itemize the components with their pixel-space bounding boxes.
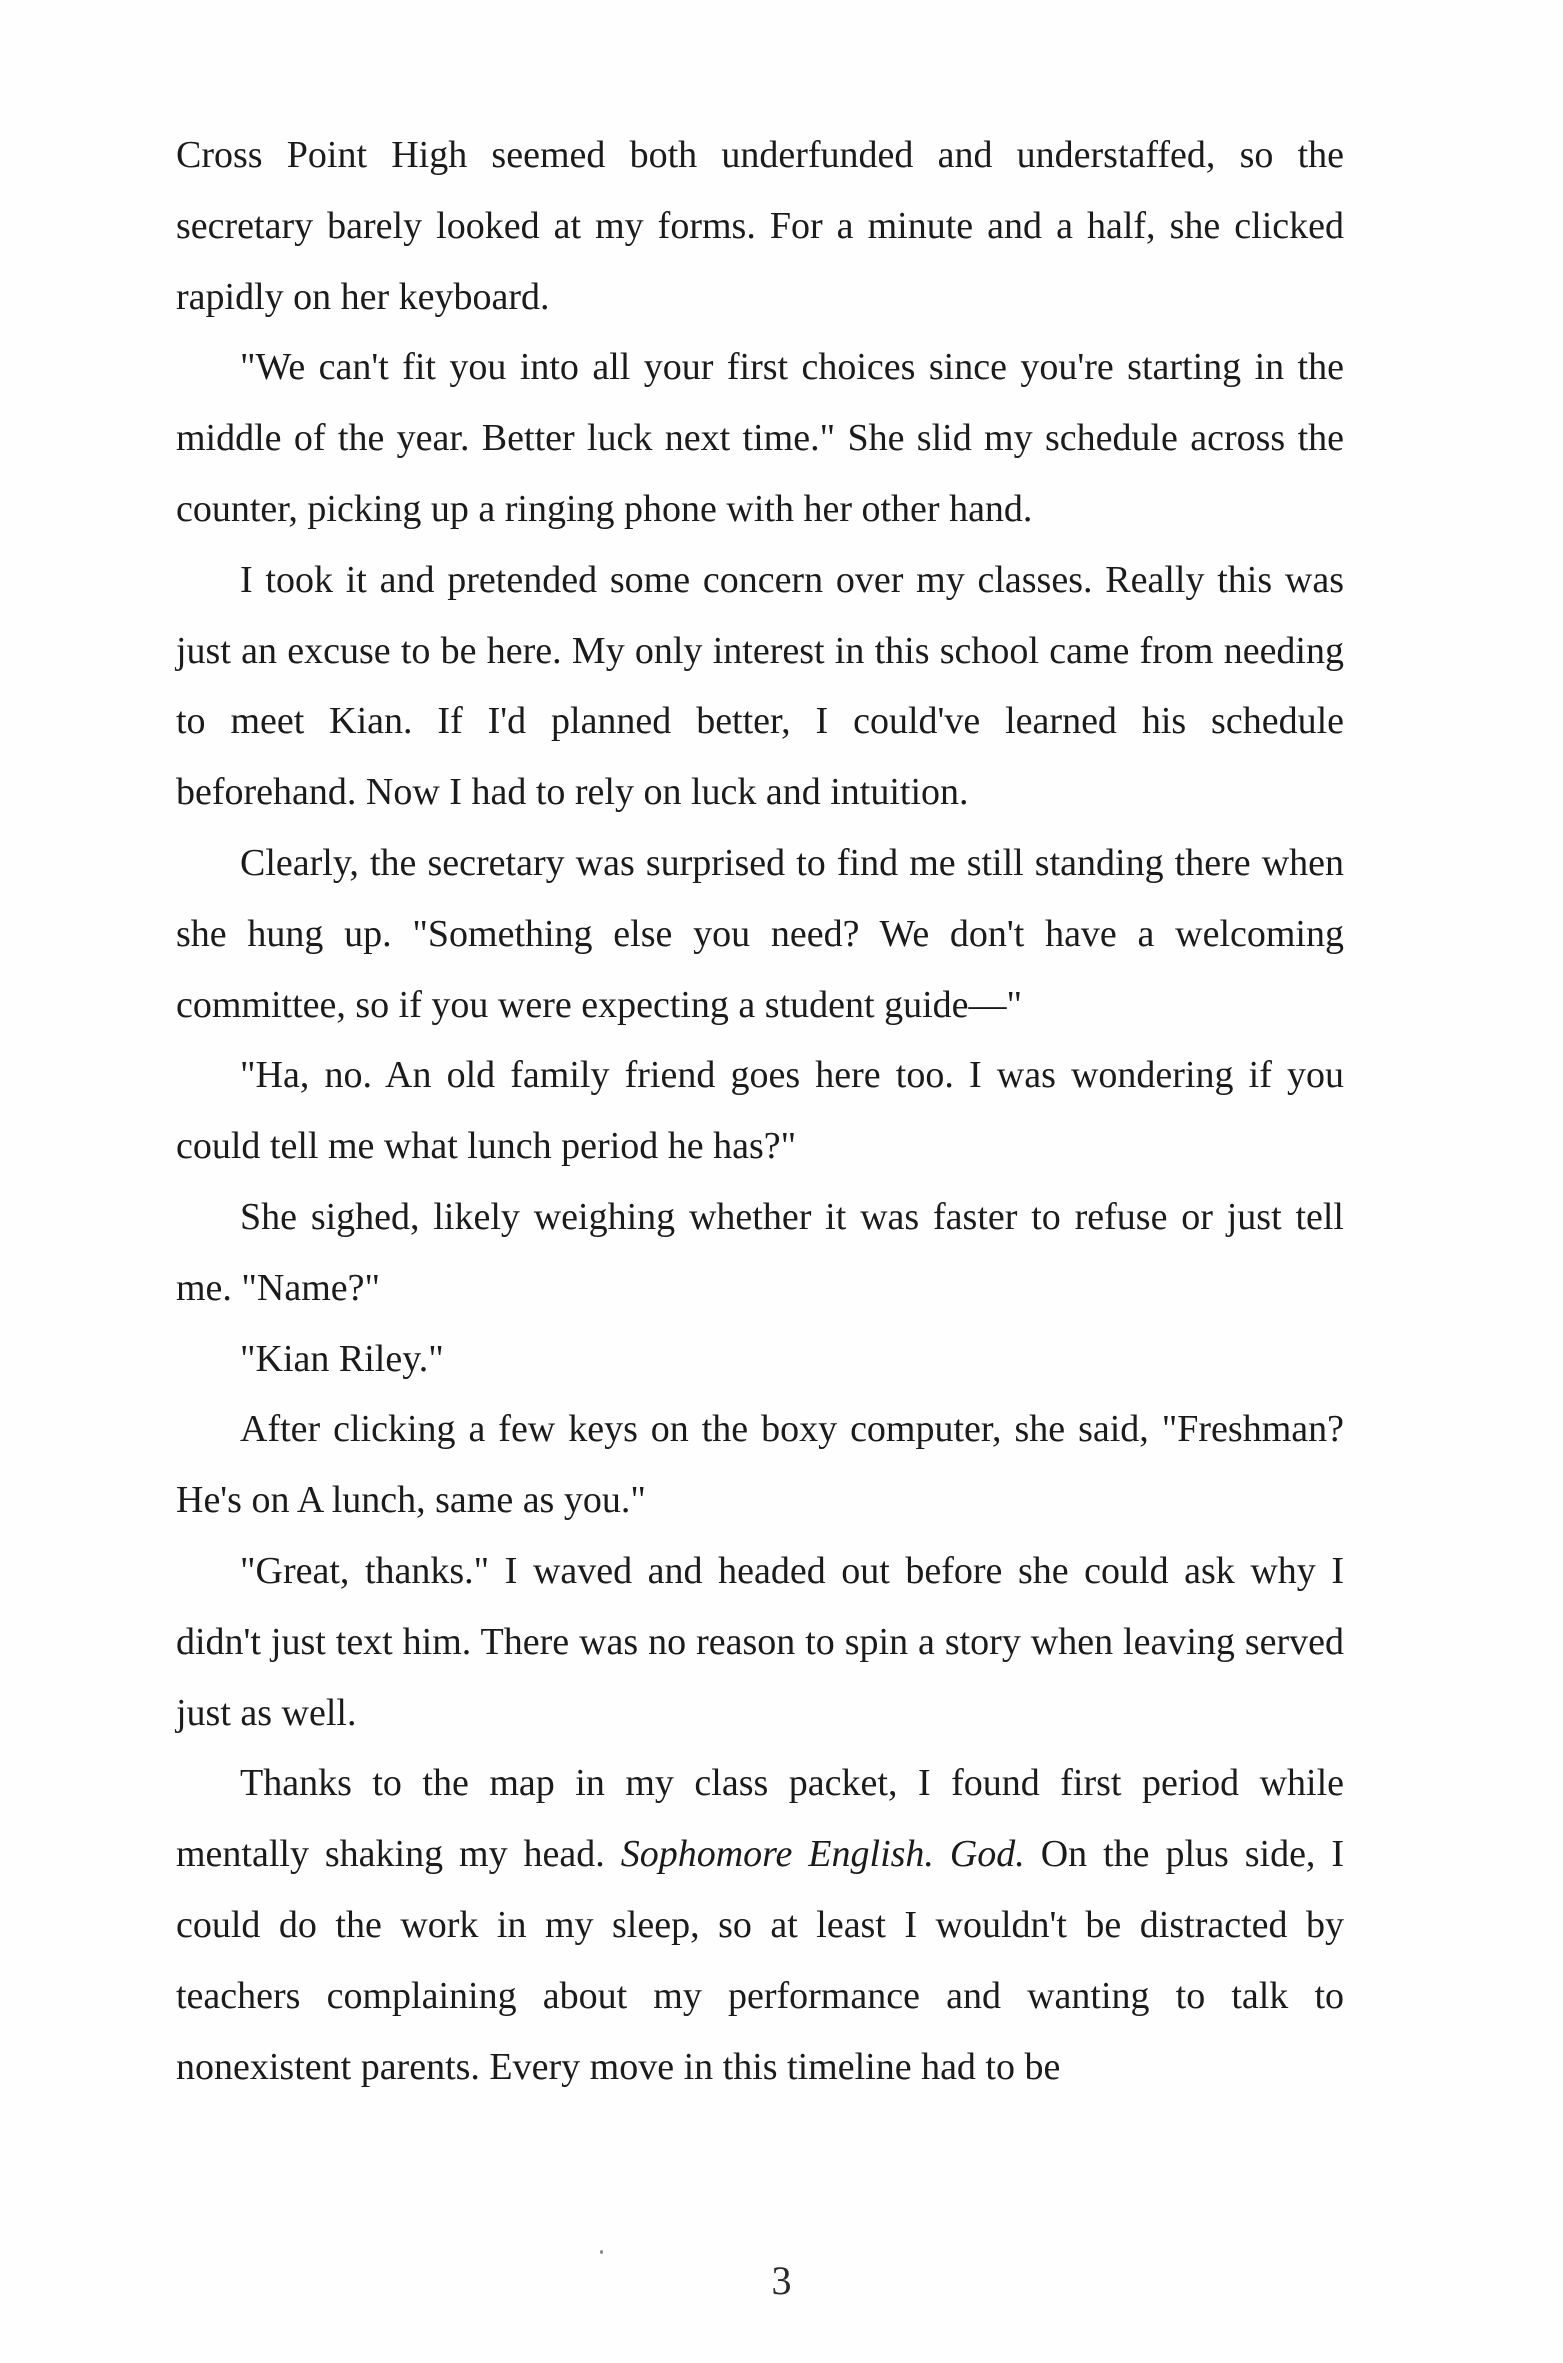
paragraph (176, 1182, 1344, 1324)
paragraph (176, 1394, 1344, 1536)
paragraph-text: "We can't fit you into all your first choices since you're starting in the middle of the year. Better luck next time." She slid my schedule across the counter, picking up a ringing phone with her other hand. (176, 346, 1344, 530)
paragraph (176, 1040, 1344, 1182)
paragraph (176, 120, 1344, 332)
paragraph (176, 545, 1344, 828)
paragraph-text: "Great, thanks." I waved and headed out before she could ask why I didn't just text him. There was no reason to spin a story when leaving served just as well. (176, 1549, 1344, 1734)
print-speck (600, 2250, 603, 2254)
paragraph-text: "Kian Riley." (240, 1337, 444, 1380)
paragraph-text: "Ha, no. An old family friend goes here too. I was wondering if you could tell me what lunch period he has?" (176, 1054, 1344, 1168)
paragraph-text: She sighed, likely weighing whether it was faster to refuse or just tell me. "Name?" (176, 1195, 1344, 1309)
paragraph-text: Thanks to the map in my class packet, I found first period while mentally shaking my head. (176, 1762, 1344, 1876)
paragraph-text: I took it and pretended some concern over my classes. Really this was just an excuse to be here. My only interest in this school came from needing to meet Kian. If I'd planned better, I could've learned his schedule beforehand. Now I had to rely on luck and intuition. (176, 558, 1344, 814)
paragraph (176, 828, 1344, 1040)
paragraph (176, 1536, 1344, 1748)
paragraph-text: On the plus side, I could do the work in my sleep, so at least I wouldn't be distracted by teachers complaining about my performance and wanting to talk to nonexistent parents. Every move in this timeline had to be (176, 1833, 1345, 2088)
paragraph (176, 1748, 1344, 2102)
page-number: 3 (771, 2258, 792, 2303)
italic-title-text: Sophomore English. God. (620, 1833, 1025, 1876)
paragraph-text: Cross Point High seemed both underfunded and understaffed, so the secretary barely looked at my forms. For a minute and a half, she clicked rapidly on her keyboard. (176, 134, 1344, 318)
body-text (176, 120, 1344, 2102)
paragraph-text: Clearly, the secretary was surprised to find me still standing there when she hung up. "Something else you need? We don't have a welcoming committee, so if you were expecting a student guide—" (176, 841, 1344, 1026)
paragraph (176, 1324, 1344, 1395)
paragraph (176, 332, 1344, 544)
paragraph-text: After clicking a few keys on the boxy computer, she said, "Freshman? He's on A lunch, same as you." (176, 1408, 1344, 1522)
